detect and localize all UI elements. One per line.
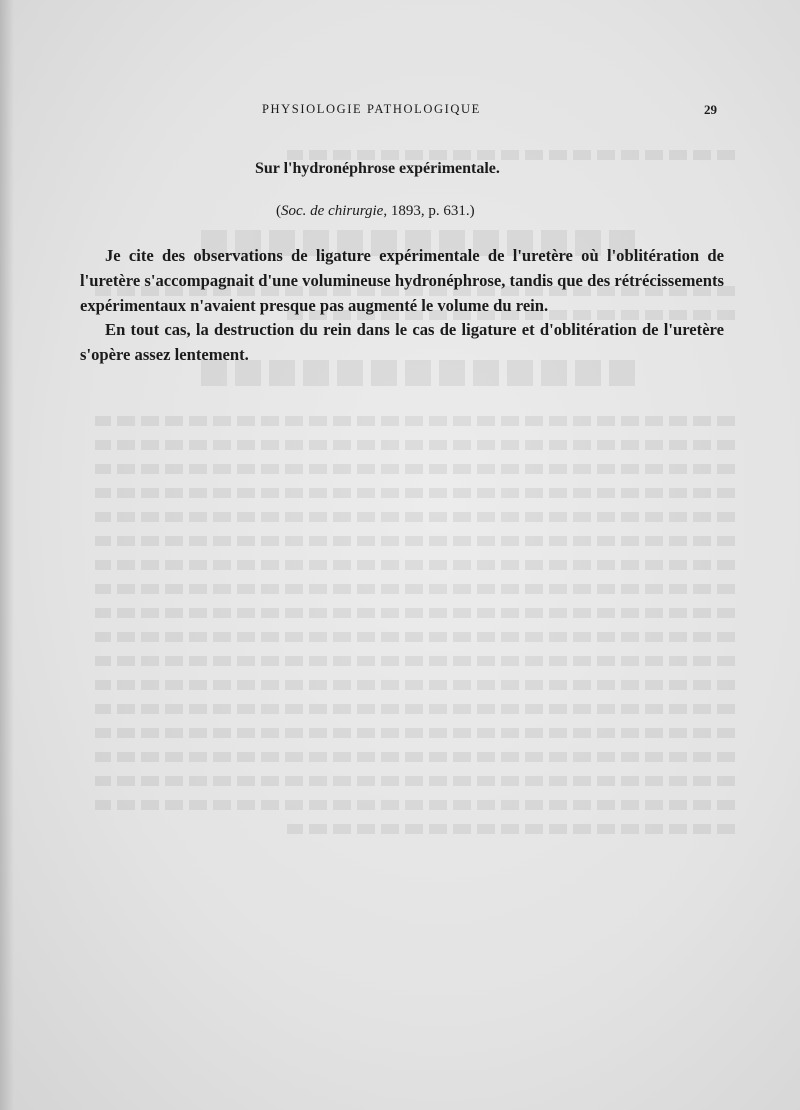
paragraph: Je cite des observations de ligature expérimentale de l'uretère où l'oblitération de l'uretère s'accompagnait d'une volumineuse hydronéphrose, tandis que des rétrécissements expérimentaux n'avaient presque pas augmenté le volume du rein. xyxy=(80,246,724,315)
article-body xyxy=(80,244,724,368)
citation-journal: Soc. de chirurgie xyxy=(281,203,384,219)
article-title: Sur l'hydronéphrose expérimentale. xyxy=(255,160,500,177)
page-number: 29 xyxy=(704,102,717,117)
paragraph: En tout cas, la destruction du rein dans le cas de ligature et d'oblitération de l'uretère s'opère assez lentement. xyxy=(80,320,724,365)
citation xyxy=(276,203,475,220)
citation-rest: , 1893, p. 631.) xyxy=(383,203,475,219)
running-head: PHYSIOLOGIE PATHOLOGIQUE xyxy=(262,102,481,116)
citation-open: ( xyxy=(276,203,281,219)
binding-shadow xyxy=(0,0,14,1110)
